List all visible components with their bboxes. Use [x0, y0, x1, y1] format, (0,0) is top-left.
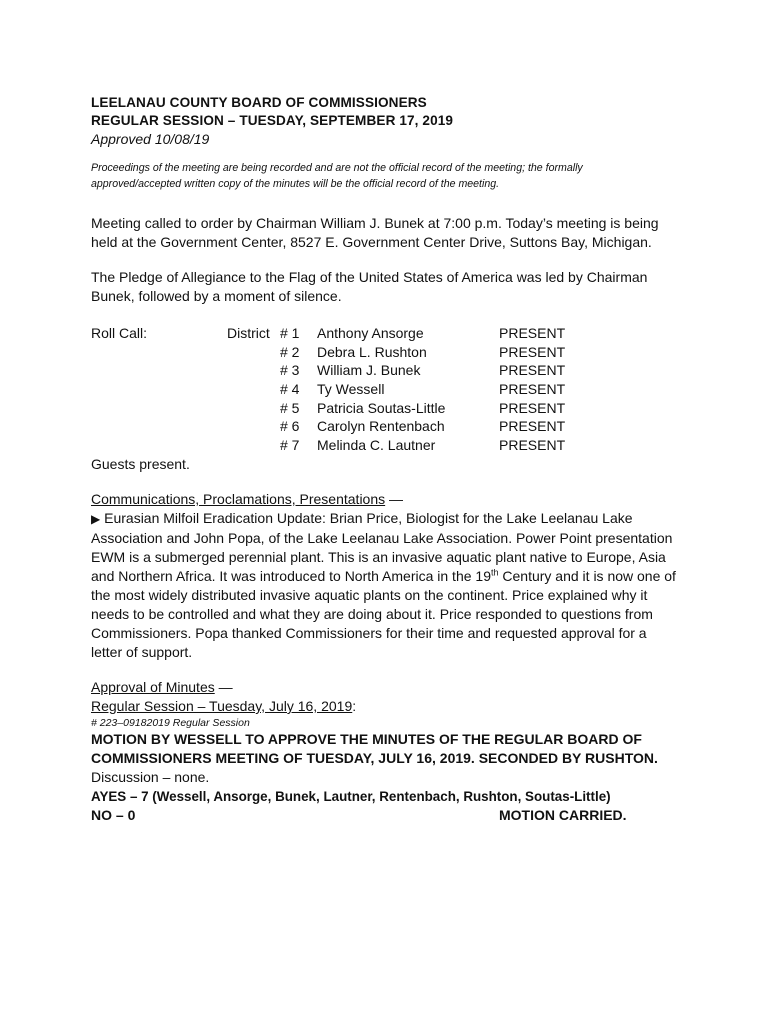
- district-number: # 3: [280, 362, 300, 378]
- roll-call-table: [91, 324, 691, 455]
- guests-present: Guests present.: [91, 456, 190, 472]
- district-number: # 6: [280, 418, 300, 434]
- member-name: William J. Bunek: [317, 362, 421, 378]
- approved-date: Approved 10/08/19: [91, 131, 210, 147]
- minutes-heading-dash: —: [214, 679, 233, 695]
- minutes-heading: Approval of Minutes: [91, 679, 215, 695]
- member-name: Patricia Soutas-Little: [317, 400, 446, 416]
- minutes-document: [91, 94, 691, 825]
- ayes-line: AYES – 7 (Wessell, Ansorge, Bunek, Lautner, Rentenbach, Rushton, Soutas-Little): [91, 789, 611, 804]
- communications-heading-dash: —: [385, 491, 404, 507]
- motion-text: MOTION BY WESSELL TO APPROVE THE MINUTES OF THE REGULAR BOARD OF COMMISSIONERS MEETING OF TUESDAY, JULY 16, 2019. SECONDED BY RUSHTON.: [91, 731, 658, 766]
- roll-call-label: Roll Call:: [91, 325, 148, 341]
- attendance-status: PRESENT: [499, 344, 566, 360]
- member-name: Carolyn Rentenbach: [317, 418, 445, 434]
- attendance-status: PRESENT: [499, 325, 566, 341]
- roll-call-row: [91, 380, 611, 399]
- communications-heading-line: [91, 490, 691, 509]
- member-name: Ty Wessell: [317, 381, 385, 397]
- motion-result: MOTION CARRIED.: [499, 807, 627, 823]
- communications-text-continued: Century and it is now one of the most widely distributed invasive aquatic plants on the continent. Price explained why it needs to be controlled and what they are doing about it. Price responded to questions from Commissioners. Popa thanked Commissioners for their time and requested approval for a letter of support.: [91, 568, 676, 660]
- roll-call-row: [91, 417, 611, 436]
- roll-call-row: [91, 361, 611, 380]
- district-number: # 5: [280, 400, 300, 416]
- roll-call-row: [91, 343, 611, 362]
- roll-call-row: [91, 436, 611, 455]
- discussion-line: Discussion – none.: [91, 769, 210, 785]
- pledge-paragraph: The Pledge of Allegiance to the Flag of the United States of America was led by Chairman Bunek, followed by a moment of silence.: [91, 269, 648, 304]
- member-name: Debra L. Rushton: [317, 344, 427, 360]
- call-to-order-paragraph: Meeting called to order by Chairman William J. Bunek at 7:00 p.m. Today’s meeting is being held at the Government Center, 8527 E. Government Center Drive, Suttons Bay, Michigan.: [91, 215, 659, 250]
- district-label: District: [227, 325, 270, 341]
- district-number: # 7: [280, 437, 300, 453]
- communications-paragraph: [91, 509, 676, 662]
- no-count: NO – 0: [91, 807, 136, 823]
- member-name: Melinda C. Lautner: [317, 437, 436, 453]
- session-colon: :: [352, 698, 357, 714]
- member-name: Anthony Ansorge: [317, 325, 424, 341]
- communications-heading: Communications, Proclamations, Presentations: [91, 491, 386, 507]
- play-arrow-icon: ▶: [91, 512, 101, 526]
- session-line: [91, 697, 691, 716]
- roll-call-row: [91, 324, 611, 343]
- attendance-status: PRESENT: [499, 362, 566, 378]
- ordinal-suffix: th: [490, 567, 499, 578]
- attendance-status: PRESENT: [499, 418, 566, 434]
- attendance-status: PRESENT: [499, 400, 566, 416]
- attendance-status: PRESENT: [499, 437, 566, 453]
- recording-notice: Proceedings of the meeting are being recorded and are not the official record of the meeting; the formally approved/accepted written copy of the minutes will be the official record of the meeting.: [91, 162, 583, 190]
- vote-result-line: [91, 806, 651, 825]
- attendance-status: PRESENT: [499, 381, 566, 397]
- district-number: # 2: [280, 344, 300, 360]
- communications-text: Eurasian Milfoil Eradication Update: Brian Price, Biologist for the Lake Leelanau Lake Association and John Popa, of the Lake Leelanau Lake Association. Power Point presentation EWM is a submerged perennial plant. This is an invasive aquatic plant native to Europe, Asia and Northern Africa. It was introduced to North America in the 19: [91, 510, 673, 584]
- district-number: # 4: [280, 381, 300, 397]
- motion-reference: # 223–09182019 Regular Session: [91, 717, 250, 729]
- minutes-heading-line: [91, 678, 691, 697]
- roll-call-row: [91, 399, 611, 418]
- document-title: LEELANAU COUNTY BOARD OF COMMISSIONERS: [91, 95, 427, 110]
- district-number: # 1: [280, 325, 300, 341]
- session-title: REGULAR SESSION – TUESDAY, SEPTEMBER 17, 2019: [91, 113, 454, 128]
- session-name: Regular Session – Tuesday, July 16, 2019: [91, 698, 353, 714]
